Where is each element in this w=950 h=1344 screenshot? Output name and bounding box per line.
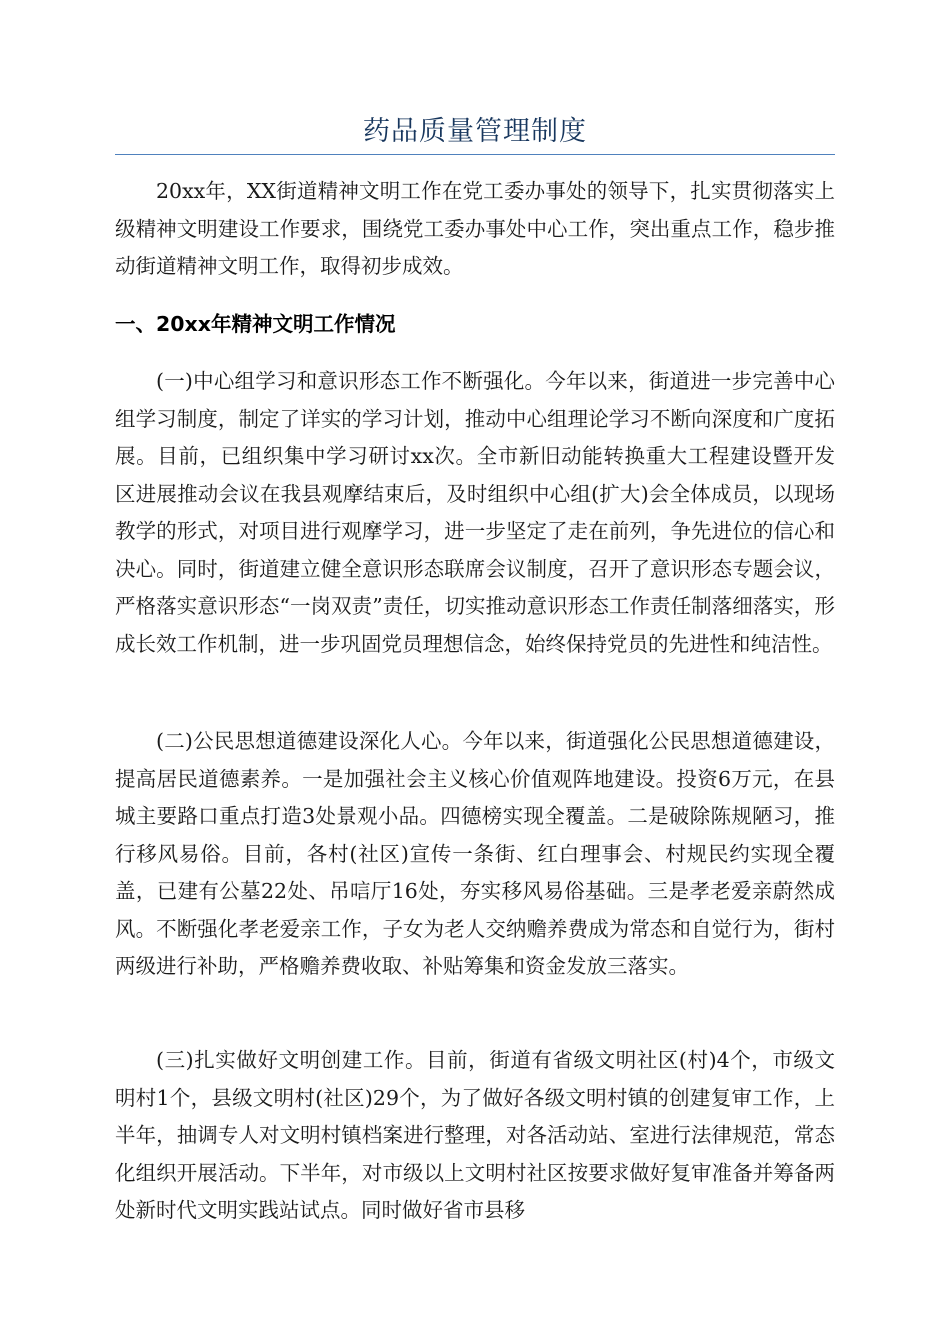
- document-title: 药品质量管理制度: [363, 116, 587, 147]
- title-underline: [115, 154, 835, 155]
- paragraph-1: (一)中心组学习和意识形态工作不断强化。今年以来，街道进一步完善中心组学习制度，制定了详实的学习计划，推动中心组理论学习不断向深度和广度拓展。目前，已组织集中学习研讨xx次。全市新旧动能转换重大工程建设暨开发区进展推动会议在我县观摩结束后，及时组织中心组(扩大)会全体成员，以现场教学的形式，对项目进行观摩学习，进一步坚定了走在前列，争先进位的信心和决心。同时，街道建立健全意识形态联席会议制度，召开了意识形态专题会议，严格落实意识形态“一岗双责”责任，切实推动意识形态工作责任制落细落实，形成长效工作机制，进一步巩固党员理想信念，始终保持党员的先进性和纯洁性。: [115, 369, 835, 656]
- paragraph-2: (二)公民思想道德建设深化人心。今年以来，街道强化公民思想道德建设，提高居民道德素养。一是加强社会主义核心价值观阵地建设。投资6万元，在县城主要路口重点打造3处景观小品。四德榜实现全覆盖。二是破除陈规陋习，推行移风易俗。目前，各村(社区)宣传一条街、红白理事会、村规民约实现全覆盖，已建有公墓22处、吊唁厅16处，夯实移风易俗基础。三是孝老爱亲蔚然成风。不断强化孝老爱亲工作，子女为老人交纳赡养费成为常态和自觉行为，街村两级进行补助，严格赡养费收取、补贴筹集和资金发放三落实。: [115, 729, 835, 978]
- section-heading: 一、20xx年精神文明工作情况: [115, 312, 396, 336]
- intro-paragraph: 20xx年，XX街道精神文明工作在党工委办事处的领导下，扎实贯彻落实上级精神文明建设工作要求，围绕党工委办事处中心工作，突出重点工作，稳步推动街道精神文明工作，取得初步成效。: [115, 179, 835, 278]
- paragraph-3: (三)扎实做好文明创建工作。目前，街道有省级文明社区(村)4个，市级文明村1个，县级文明村(社区)29个，为了做好各级文明村镇的创建复审工作，上半年，抽调专人对文明村镇档案进行整理，对各活动站、室进行法律规范，常态化组织开展活动。下半年，对市级以上文明村社区按要求做好复审准备并筹备两处新时代文明实践站试点。同时做好省市县移: [115, 1048, 835, 1222]
